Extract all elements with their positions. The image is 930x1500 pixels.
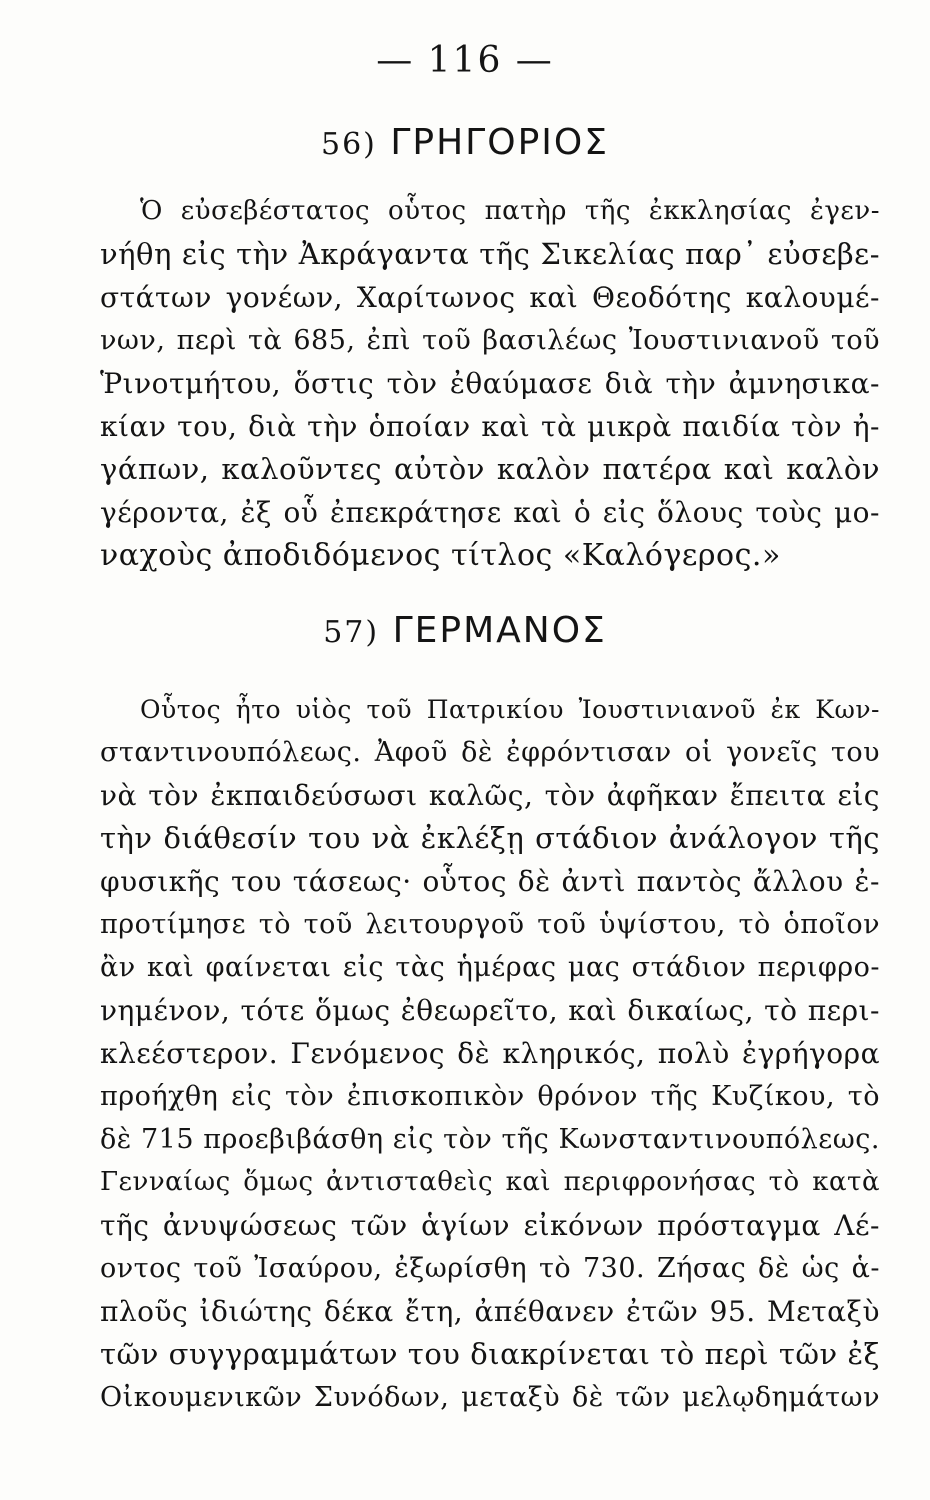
text-line: προτίμησε τὸ τοῦ λειτουργοῦ τοῦ ὑψίστου, τὸ ὁποῖον xyxy=(100,909,880,940)
text-line: Γενναίως ὅμως ἀντισταθεὶς καὶ περιφρονήσας τὸ κατὰ xyxy=(100,1167,880,1197)
text-line: Ῥινοτμήτου, ὅστις τὸν ἐθαύμασε διὰ τὴν ἀμνησικα- xyxy=(100,367,880,400)
section-number: 57) xyxy=(323,615,380,650)
section-heading-56 xyxy=(0,122,930,163)
section-number: 56) xyxy=(321,127,377,162)
text-line: πλοῦς ἰδιώτης δέκα ἔτη, ἀπέθανεν ἐτῶν 95. Μεταξὺ xyxy=(100,1295,880,1328)
text-line: κλεέστερον. Γενόμενος δὲ κληρικός, πολὺ ἐγρήγορα xyxy=(100,1037,880,1070)
text-line: κίαν του, διὰ τὴν ὁποίαν καὶ τὰ μικρὰ παιδία τὸν ἠ- xyxy=(100,410,880,443)
section-heading-57 xyxy=(0,610,930,651)
text-line: τῆς ἀνυψώσεως τῶν ἁγίων εἰκόνων πρόσταγμα Λέ- xyxy=(100,1209,880,1242)
text-line: φυσικῆς του τάσεως· οὗτος δὲ ἀντὶ παντὸς ἄλλου ἐ- xyxy=(100,865,880,898)
text-line: Οἰκουμενικῶν Συνόδων, μεταξὺ δὲ τῶν μελῳδημάτων xyxy=(100,1382,880,1413)
text-line: δὲ 715 προεβιβάσθη εἰς τὸν τῆς Κωνσταντινουπόλεως. xyxy=(100,1124,880,1155)
text-line: νήθη εἰς τὴν Ἀκράγαντα τῆς Σικελίας παρ᾽ εὐσεβε- xyxy=(100,237,880,271)
text-line: γέροντα, ἐξ οὗ ἐπεκράτησε καὶ ὁ εἰς ὅλους τοὺς μο- xyxy=(100,496,880,529)
text-line: στάτων γονέων, Χαρίτωνος καὶ Θεοδότης καλουμέ- xyxy=(100,281,880,314)
section-57-text xyxy=(100,688,880,1419)
text-line: ἂν καὶ φαίνεται εἰς τὰς ἡμέρας μας στάδιον περιφρο- xyxy=(100,952,880,983)
text-line: ναχοὺς ἀποδιδόμενος τίτλος «Καλόγερος.» xyxy=(100,538,781,573)
text-line: νὰ τὸν ἐκπαιδεύσωσι καλῶς, τὸν ἀφῆκαν ἔπειτα εἰς xyxy=(100,779,880,812)
text-line: τῶν συγγραμμάτων του διακρίνεται τὸ περὶ τῶν ἐξ xyxy=(100,1337,880,1371)
page-number: — 116 — xyxy=(376,40,554,81)
text-line: Ὁ εὐσεβέστατος οὗτος πατὴρ τῆς ἐκκλησίας ἐγεν- xyxy=(140,196,880,226)
section-56-text xyxy=(100,190,880,577)
text-line: προήχθη εἰς τὸν ἐπισκοπικὸν θρόνον τῆς Κυζίκου, τὸ xyxy=(100,1081,880,1112)
text-line: γάπων, καλοῦντες αὐτὸν καλὸν πατέρα καὶ καλὸν xyxy=(100,452,880,486)
text-line: τὴν διάθεσίν του νὰ ἐκλέξῃ στάδιον ἀνάλογον τῆς xyxy=(100,821,880,855)
text-line: οντος τοῦ Ἰσαύρου, ἐξωρίσθη τὸ 730. Ζήσας δὲ ὡς ἁ- xyxy=(100,1253,880,1284)
section-title: ΓΡΗΓΟΡΙΟΣ xyxy=(390,122,609,163)
text-line: σταντινουπόλεως. Ἀφοῦ δὲ ἐφρόντισαν οἱ γονεῖς του xyxy=(100,737,880,768)
text-line: νημένον, τότε ὅμως ἐθεωρεῖτο, καὶ δικαίως, τὸ περι- xyxy=(100,994,880,1027)
section-title: ΓΕΡΜΑΝΟΣ xyxy=(392,610,607,651)
text-line: Οὗτος ἦτο υἱὸς τοῦ Πατρικίου Ἰουστινιανοῦ ἐκ Κων- xyxy=(140,695,880,724)
text-line: νων, περὶ τὰ 685, ἐπὶ τοῦ βασιλέως Ἰουστινιανοῦ τοῦ xyxy=(100,325,880,356)
